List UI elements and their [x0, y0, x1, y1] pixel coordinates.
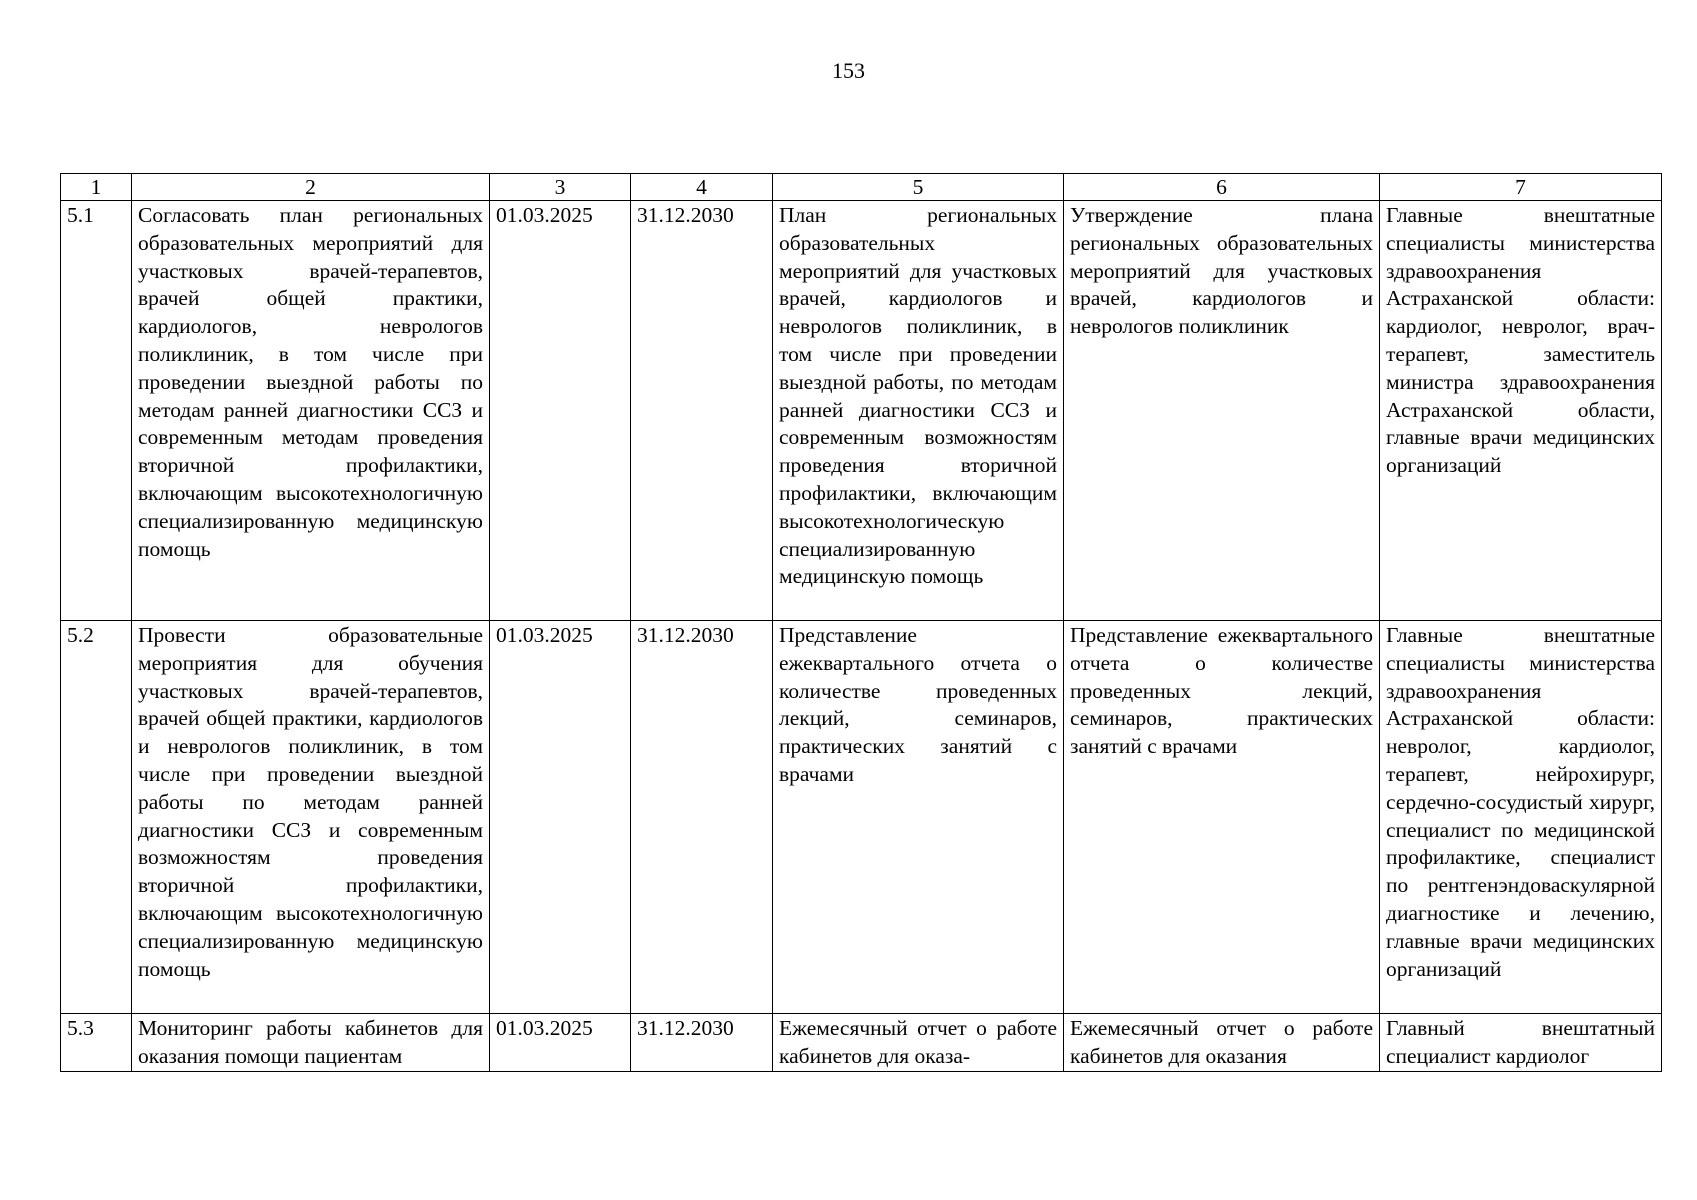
task-cell: Мониторинг работы кабинетов для оказания помощи пациентам [132, 1014, 490, 1072]
characteristic-cell: План региональных образовательных мероприятий для участковых врачей, кардиологов и неврологов поликлиник, в том числе при проведении выездной работы, по методам ранней диагностики ССЗ и современным возможностям проведения вторичной профилактики, включающим высокотехнологическую специализированную медицинскую помощь [773, 201, 1064, 621]
responsible-cell: Главные внештатные специалисты министерства здравоохранения Астраханской области: кардиолог, невролог, врач-терапевт, заместитель министра здравоохранения Астраханской области, главные врачи медицинских организаций [1380, 201, 1662, 621]
start-date-cell: 01.03.2025 [490, 201, 631, 621]
column-header: 2 [132, 174, 490, 201]
row-number: 5.2 [61, 621, 132, 1014]
action-plan-table [60, 173, 1662, 1072]
row-number: 5.3 [61, 1014, 132, 1072]
page-number: 153 [832, 58, 865, 83]
column-header: 1 [61, 174, 132, 201]
characteristic-cell: Ежемесячный отчет о работе кабинетов для оказа- [773, 1014, 1064, 1072]
result-cell: Представление ежеквартального отчета о количестве проведенных лекций, семинаров, практических занятий с врачами [1064, 621, 1380, 1014]
column-header: 5 [773, 174, 1064, 201]
responsible-cell: Главный внештатный специалист кардиолог [1380, 1014, 1662, 1072]
header-row [61, 174, 1662, 201]
end-date-cell: 31.12.2030 [631, 621, 773, 1014]
table-row [61, 621, 1662, 1014]
end-date-cell: 31.12.2030 [631, 1014, 773, 1072]
column-header: 4 [631, 174, 773, 201]
start-date-cell: 01.03.2025 [490, 1014, 631, 1072]
row-number: 5.1 [61, 201, 132, 621]
characteristic-cell: Представление ежеквартального отчета о количестве проведенных лекций, семинаров, практических занятий с врачами [773, 621, 1064, 1014]
task-cell: Согласовать план региональных образовательных мероприятий для участковых врачей-терапевтов, врачей общей практики, кардиологов, неврологов поликлиник, в том числе при проведении выездной работы по методам ранней диагностики ССЗ и современным методам проведения вторичной профилактики, включающим высокотехнологичную специализированную медицинскую помощь [132, 201, 490, 621]
column-header: 6 [1064, 174, 1380, 201]
column-header: 3 [490, 174, 631, 201]
result-cell: Ежемесячный отчет о работе кабинетов для оказания [1064, 1014, 1380, 1072]
column-header: 7 [1380, 174, 1662, 201]
result-cell: Утверждение плана региональных образовательных мероприятий для участковых врачей, кардиологов и неврологов поликлиник [1064, 201, 1380, 621]
end-date-cell: 31.12.2030 [631, 201, 773, 621]
table-row [61, 201, 1662, 621]
task-cell: Провести образовательные мероприятия для обучения участковых врачей-терапевтов, врачей общей практики, кардиологов и неврологов поликлиник, в том числе при проведении выездной работы по методам ранней диагностики ССЗ и современным возможностям проведения вторичной профилактики, включающим высокотехнологичную специализированную медицинскую помощь [132, 621, 490, 1014]
start-date-cell: 01.03.2025 [490, 621, 631, 1014]
responsible-cell: Главные внештатные специалисты министерства здравоохранения Астраханской области: невролог, кардиолог, терапевт, нейрохирург, сердечно-сосудистый хирург, специалист по медицинской профилактике, специалист по рентгенэндоваскулярной диагностике и лечению, главные врачи медицинских организаций [1380, 621, 1662, 1014]
table-row [61, 1014, 1662, 1072]
